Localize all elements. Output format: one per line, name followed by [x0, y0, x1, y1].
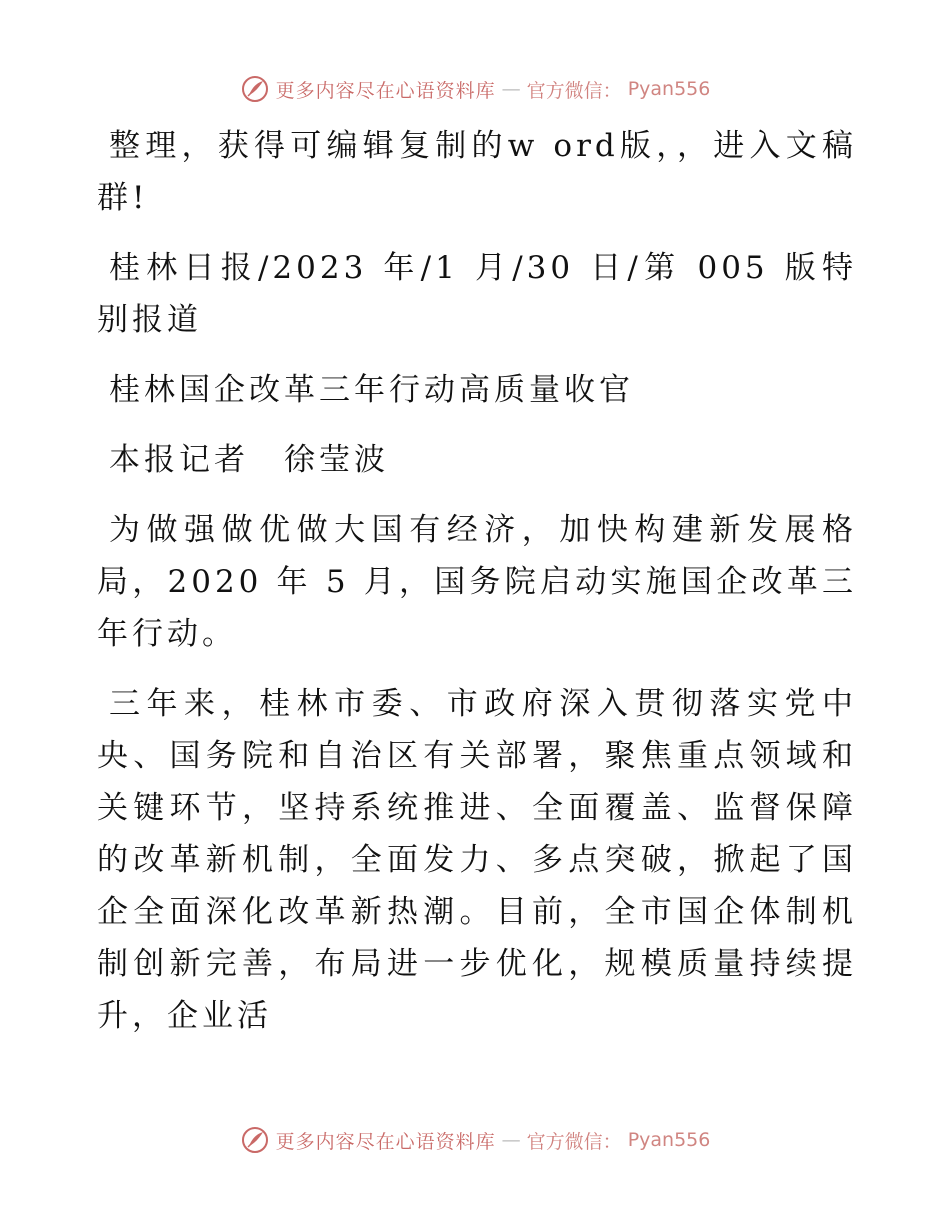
document-body	[97, 120, 857, 1060]
body-paragraph: 三年来，桂林市委、市政府深入贯彻落实党中央、国务院和自治区有关部署，聚焦重点领域和关键环节，坚持系统推进、全面覆盖、监督保障的改革新机制，全面发力、多点突破，掀起了国企全面深化改革新热潮。目前，全市国企体制机制创新完善，布局进一步优化，规模质量持续提升，企业活	[97, 686, 857, 1034]
watermark-separator: —	[501, 78, 521, 100]
watermark-wechat-id: Pyan556	[627, 78, 711, 100]
source-line: 桂林日报/2023 年/1 月/30 日/第 005 版特别报道	[97, 250, 857, 338]
watermark-separator: —	[501, 1129, 521, 1151]
article-title: 桂林国企改革三年行动高质量收官	[109, 372, 634, 408]
watermark-main-text: 更多内容尽在心语资料库	[275, 79, 496, 102]
quill-logo-icon	[240, 74, 270, 104]
watermark-wechat-id: Pyan556	[627, 1129, 711, 1151]
watermark-wechat-label: 官方微信：	[526, 1130, 622, 1153]
byline: 本报记者 徐莹波	[109, 442, 389, 478]
watermark-wechat-label: 官方微信：	[526, 79, 622, 102]
footer-watermark	[0, 1125, 950, 1155]
watermark-main-text: 更多内容尽在心语资料库	[275, 1130, 496, 1153]
intro-note: 整理，获得可编辑复制的w ord版，，进入文稿群!	[97, 128, 857, 216]
body-paragraph: 为做强做优做大国有经济，加快构建新发展格局，2020 年 5 月，国务院启动实施国企改革三年行动。	[97, 512, 857, 652]
quill-logo-icon	[240, 1125, 270, 1155]
header-watermark	[0, 74, 950, 104]
